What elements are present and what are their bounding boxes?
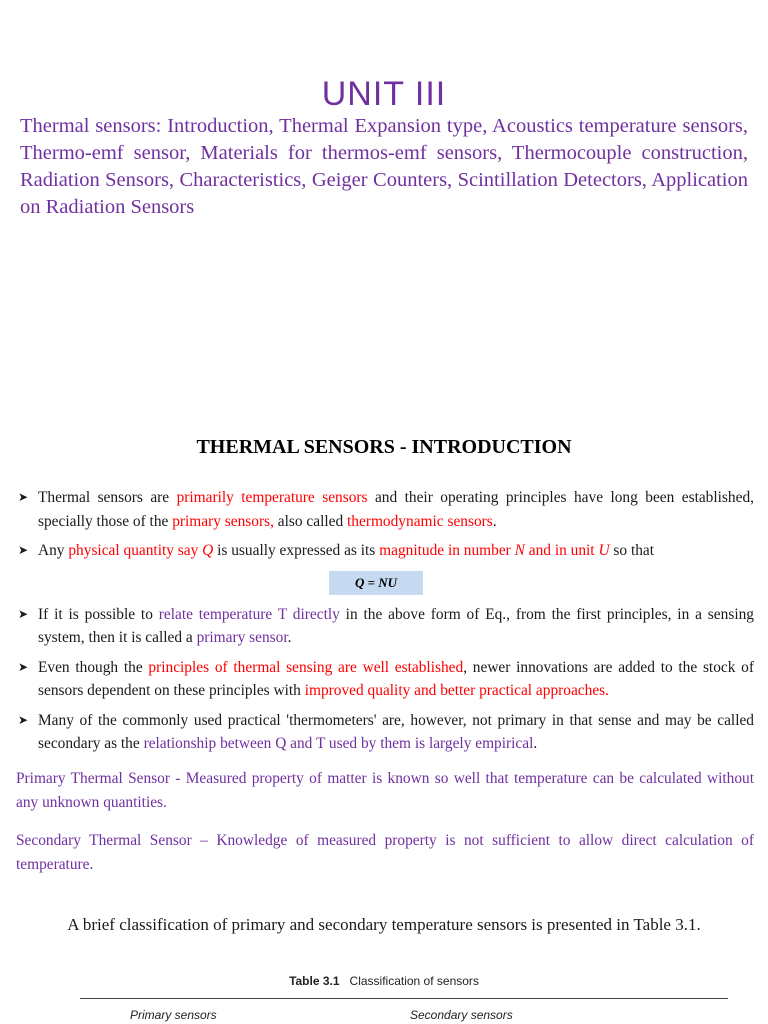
bullet-item: ➤ Any physical quantity say Q is usually expressed as its magnitude in number N and in unit U so that <box>16 539 754 563</box>
table-intro-text: A brief classification of primary and secondary temperature sensors is presented in Table 3.1. <box>67 915 701 934</box>
secondary-definition: Secondary Thermal Sensor – Knowledge of measured property is not sufficient to allow direct calculation of temperature. <box>16 832 754 873</box>
bullet-item: ➤ Even though the principles of thermal sensing are well established, newer innovations are added to the stock of sensors dependent on these principles with improved quality and better practical approaches. <box>16 656 754 703</box>
table-number: Table 3.1 <box>289 974 340 988</box>
slide-thermal-intro <box>0 380 768 1024</box>
arrow-bullet-icon: ➤ <box>18 490 29 504</box>
table-caption-text: Classification of sensors <box>349 974 479 988</box>
arrow-bullet-icon: ➤ <box>18 543 29 557</box>
arrow-bullet-icon: ➤ <box>18 606 29 621</box>
arrow-bullet-icon: ➤ <box>18 659 29 674</box>
column-header-secondary: Secondary sensors <box>410 1008 513 1022</box>
primary-definition: Primary Thermal Sensor - Measured property of matter is known so well that temperature can be calculated without any unknown quantities. <box>16 770 754 811</box>
arrow-bullet-icon: ➤ <box>18 712 29 727</box>
bullet-item: ➤ If it is possible to relate temperature T directly in the above form of Eq., from the first principles, in a sensing system, then it is called a primary sensor. <box>16 603 754 650</box>
unit-topics: Thermal sensors: Introduction, Thermal Expansion type, Acoustics temperature sensors, Thermo-emf sensor, Materials for thermos-emf sensors, Thermocouple construction, Radiation Sensors, Characteristics, Geiger Counters, Scintillation Detectors, Application on Radiation Sensors <box>20 115 748 218</box>
table-caption <box>0 974 768 988</box>
slide-unit-overview <box>0 0 768 380</box>
unit-title: UNIT III <box>321 74 447 113</box>
equation-row <box>16 567 754 601</box>
bullet-list <box>16 486 754 762</box>
section-heading: THERMAL SENSORS - INTRODUCTION <box>196 436 572 458</box>
table-top-rule <box>80 998 728 999</box>
equation-box: Q = NU <box>329 571 423 595</box>
bullet-item: ➤ Many of the commonly used practical 'thermometers' are, however, not primary in that sense and may be called secondary as the relationship between Q and T used by them is largely empirical. <box>16 709 754 756</box>
definitions <box>16 767 754 884</box>
column-header-primary: Primary sensors <box>130 1008 217 1022</box>
bullet-item: ➤ Thermal sensors are primarily temperature sensors and their operating principles have long been established, specially those of the primary sensors, also called thermodynamic sensors. <box>16 486 754 533</box>
